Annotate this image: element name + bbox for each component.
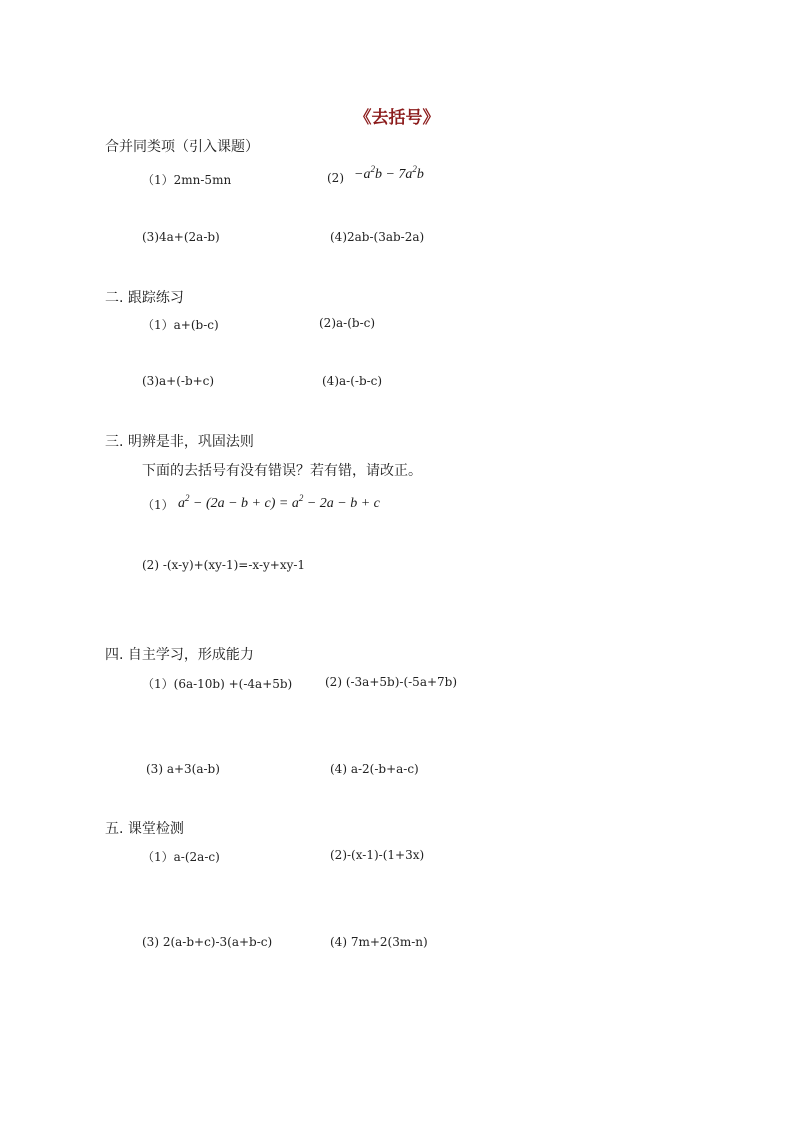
problem-5-4: (4) 7m+2(3m-n) [330,935,428,949]
section-3-instruction: 下面的去括号有没有错误？若有错，请改正。 [142,463,422,479]
section-heading-2: 二. 跟踪练习 [105,290,184,306]
expr-term: −a [354,167,371,182]
problem-4-2: (2) (-3a+5b)-(-5a+7b) [325,675,458,689]
problem-3-1-expression [178,493,380,512]
problem-1-2-expression [354,164,424,183]
expr-exponent: 2 [185,493,190,503]
problem-5-3: (3) 2(a-b+c)-3(a+b-c) [142,935,273,949]
problem-1-1: （1）2mn-5mn [142,173,232,187]
expr-exponent: 2 [298,493,304,503]
problem-5-1: （1）a-(2a-c) [142,850,220,864]
page-title: 《去括号》 [354,108,440,128]
expr-exponent: 2 [412,164,417,174]
expr-term: a [178,496,185,511]
section-heading-1: 合并同类项（引入课题） [105,139,259,155]
expr-term: b [416,167,424,182]
problem-4-4: (4) a-2(-b+a-c) [330,762,419,776]
problem-1-3: (3)4a+(2a-b) [142,230,220,244]
problem-3-1-number: （1） [142,498,174,512]
problem-2-4: (4)a-(-b-c) [322,374,383,388]
problem-2-1: （1）a+(b-c) [142,318,219,332]
problem-1-2-number: (2) [327,171,344,185]
expr-term: − 2a − b + c [303,496,380,511]
section-heading-3: 三. 明辨是非，巩固法则 [105,434,254,450]
expr-term: − (2a − b + c) = a [189,496,299,511]
problem-4-1: （1）(6a-10b) +(-4a+5b) [142,677,293,691]
section-heading-4: 四. 自主学习，形成能力 [105,647,254,663]
problem-4-3: (3) a+3(a-b) [146,762,220,776]
expr-exponent: 2 [370,164,375,174]
section-heading-5: 五. 课堂检测 [105,821,184,837]
expr-term: b − 7a [374,167,413,182]
problem-5-2: (2)-(x-1)-(1+3x) [330,848,425,862]
problem-1-4: (4)2ab-(3ab-2a) [330,230,425,244]
problem-3-2: (2) -(x-y)+(xy-1)=-x-y+xy-1 [142,558,306,572]
problem-2-3: (3)a+(-b+c) [142,374,215,388]
problem-2-2: (2)a-(b-c) [319,316,376,330]
